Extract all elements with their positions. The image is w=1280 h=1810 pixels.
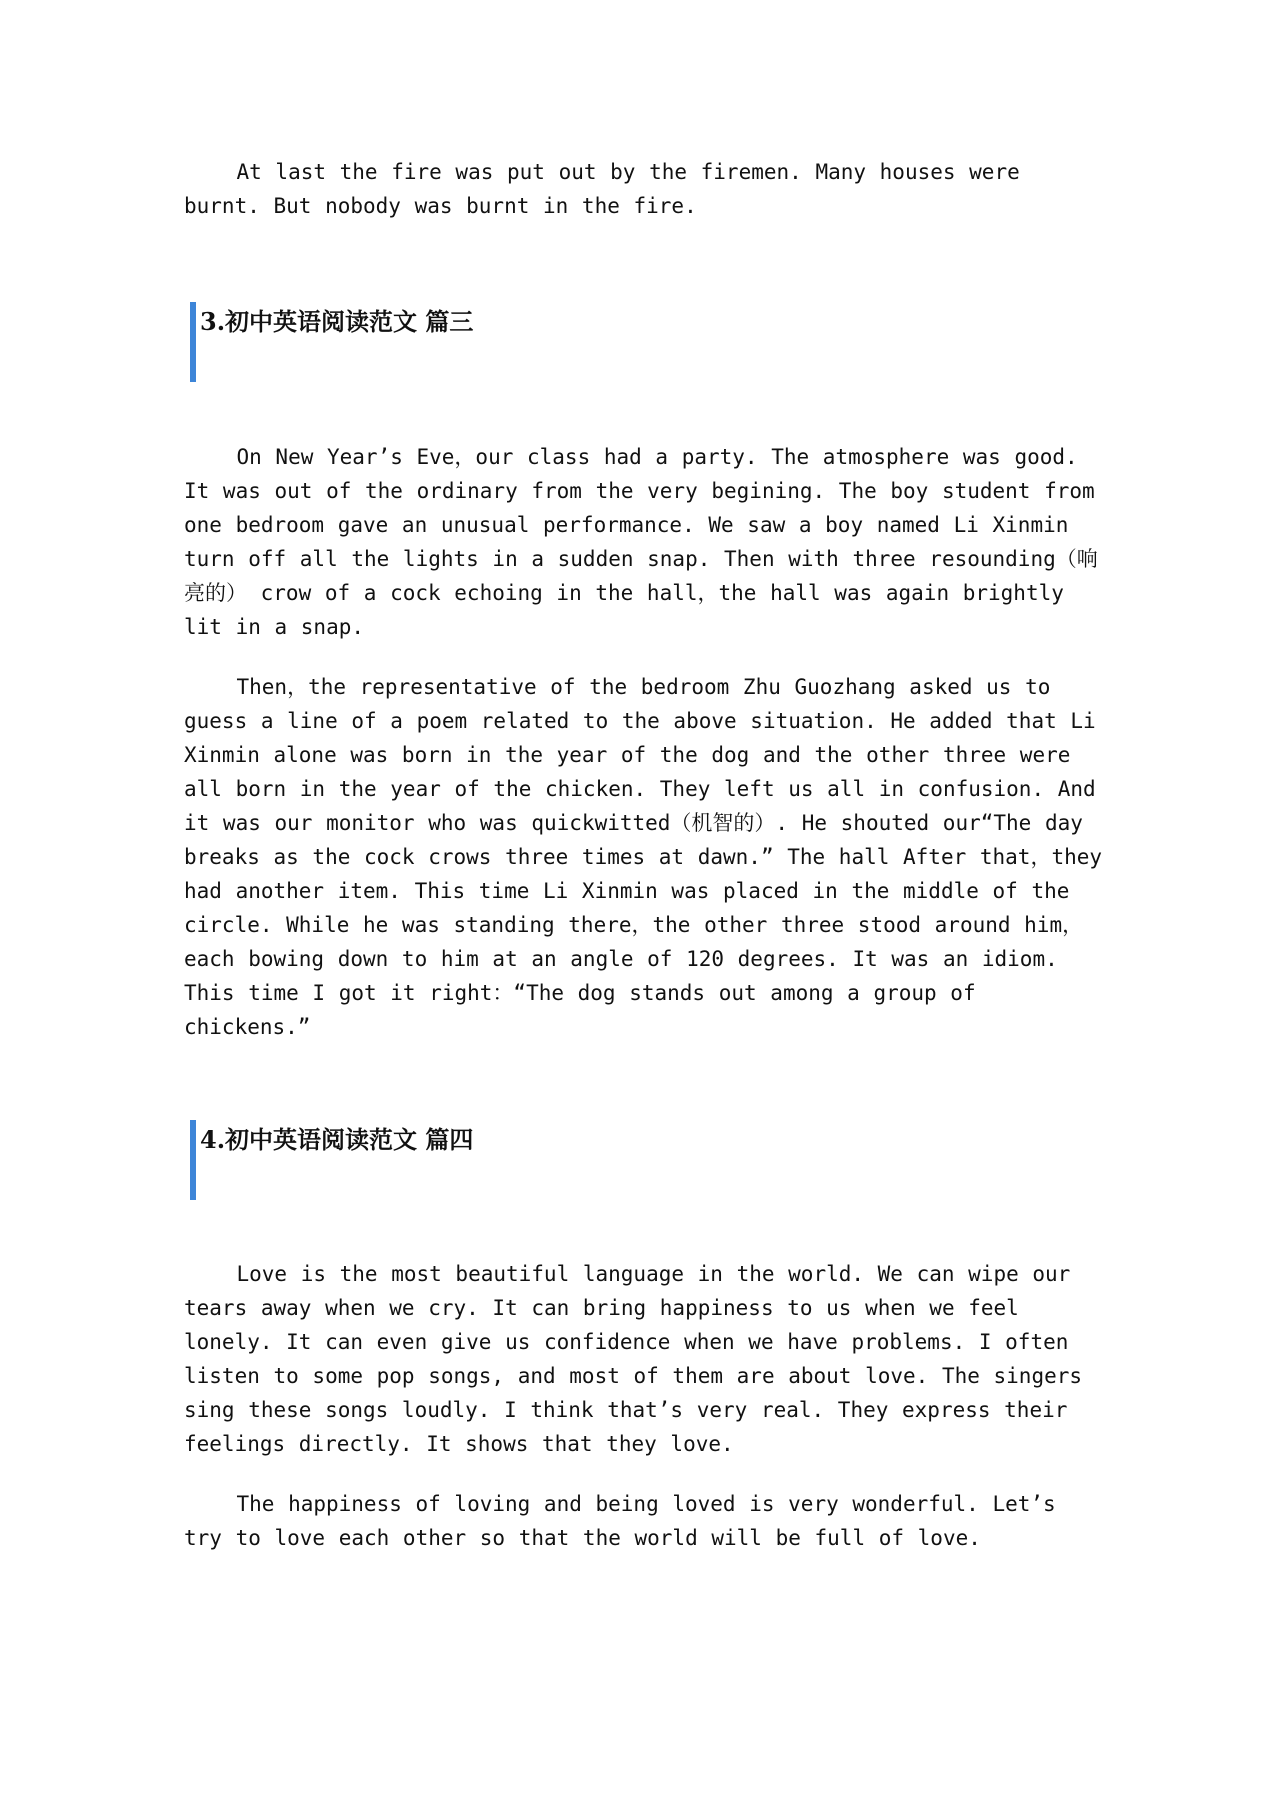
section-4-body (184, 1257, 1104, 1555)
section-4-heading (190, 1120, 896, 1200)
section-3-heading (190, 302, 896, 382)
section-4-paragraph-2: The happiness of loving and being loved is very wonderful. Let’s try to love each other so that the world will be full of love. (184, 1492, 1056, 1550)
section-4-paragraph-1: Love is the most beautiful language in the world. We can wipe our tears away when we cry. It can bring happiness to us when we feel lonely. It can even give us confidence when we have problems. I often listen to some pop songs, and most of them are about love. The singers sing these songs loudly. I think that’s very real. They express their feelings directly. It shows that they love. (184, 1262, 1083, 1456)
section-3-heading-text: 3.初中英语阅读范文 篇三 (200, 307, 474, 336)
intro-paragraph: At last the fire was put out by the firemen. Many houses were burnt. But nobody was burnt in the fire. (184, 160, 1020, 218)
section-4-heading-text: 4.初中英语阅读范文 篇四 (200, 1125, 474, 1154)
section-3-paragraph-1: On New Year’s Eve，our class had a party. The atmosphere was good. It was out of the ordinary from the very begining. The boy student from one bedroom gave an unusual performance. We saw a boy named Li Xinmin turn off all the lights in a sudden snap. Then with three resounding（响亮的） crow of a cock echoing in the hall，the hall was again brightly lit in a snap. (184, 445, 1098, 639)
section-3-paragraph-2: Then，the representative of the bedroom Zhu Guozhang asked us to guess a line of a poem related to the above situation. He added that Li Xinmin alone was born in the year of the dog and the other three were all born in the year of the chicken. They left us all in confusion. And it was our monitor who was quickwitted（机智的）. He shouted our“The day breaks as the cock crows three times at dawn.” The hall After that，they had another item. This time Li Xinmin was placed in the middle of the circle. While he was standing there，the other three stood around him，each bowing down to him at an angle of 120 degrees. It was an idiom. This time I got it right：“The dog stands out among a group of chickens.” (184, 675, 1103, 1039)
section-3-body (184, 440, 1104, 1044)
intro-paragraph-block (184, 155, 1104, 223)
